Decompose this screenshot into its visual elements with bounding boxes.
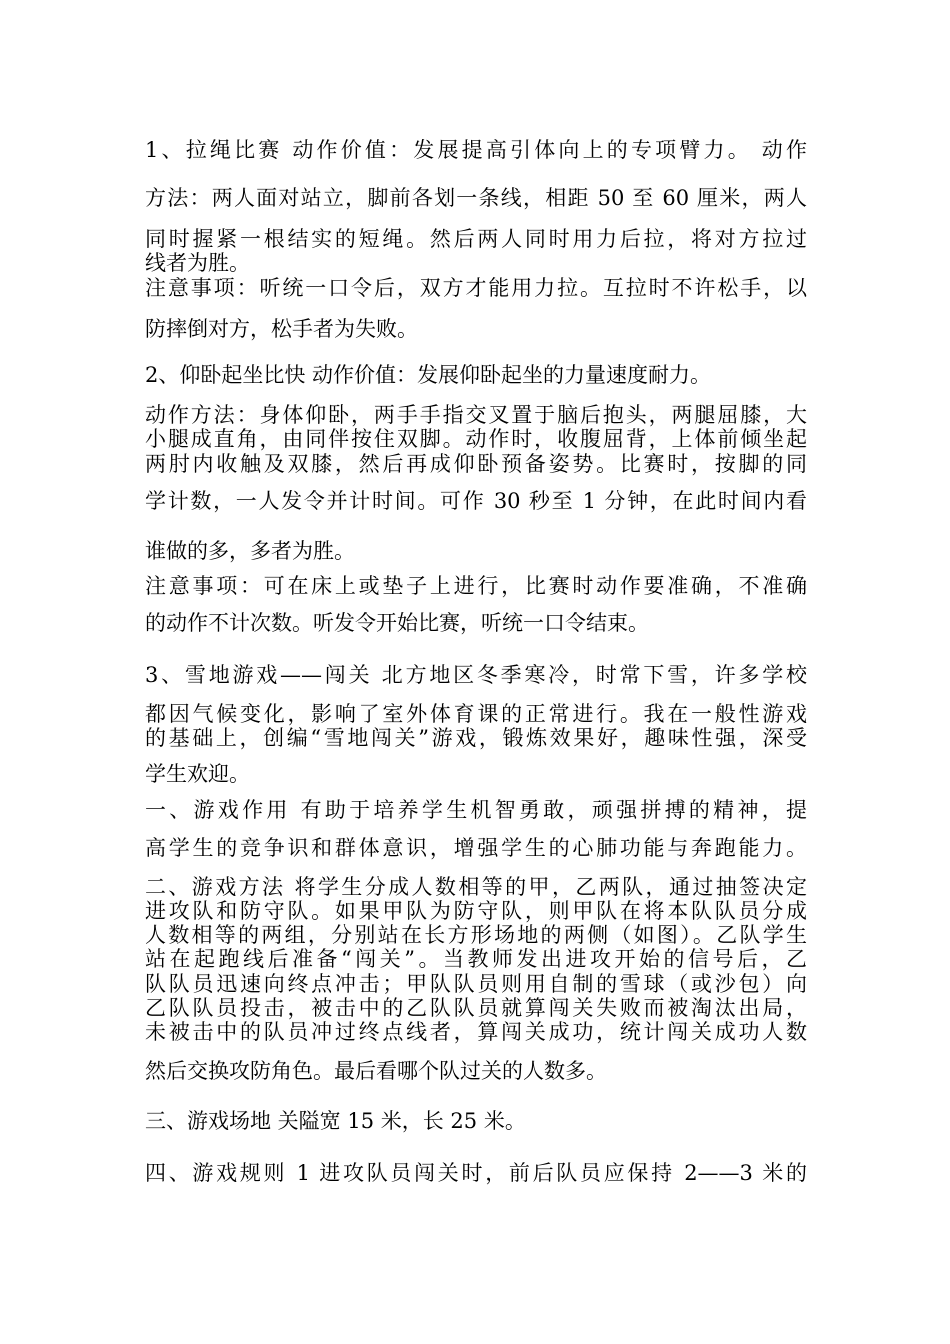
text-line: 两肘内收触及双膝，然后再成仰卧预备姿势。比赛时，按脚的同 — [145, 452, 807, 476]
text-line: 线者为胜。 — [145, 251, 250, 275]
text-line: 一、游戏作用 有助于培养学生机智勇敢，顽强拼搏的精神，提 — [145, 798, 807, 822]
text-line: 高学生的竞争识和群体意识，增强学生的心肺功能与奔跑能力。 — [145, 836, 807, 860]
text-line: 二、游戏方法 将学生分成人数相等的甲，乙两队，通过抽签决定 — [145, 875, 807, 899]
text-line: 都因气候变化，影响了室外体育课的正常进行。我在一般性游戏 — [145, 702, 807, 726]
text-line: 然后交换攻防角色。最后看哪个队过关的人数多。 — [145, 1059, 607, 1083]
text-line: 方法：两人面对站立，脚前各划一条线，相距 50 至 60 厘米，两人 — [145, 186, 807, 210]
text-line: 乙队队员投击，被击中的乙队队员就算闯关失败而被淘汰出局， — [145, 996, 807, 1020]
text-line: 3、雪地游戏——闯关 北方地区冬季寒冷，时常下雪，许多学校 — [145, 663, 807, 687]
text-line: 四、游戏规则 1 进攻队员闯关时，前后队员应保持 2——3 米的 — [145, 1161, 807, 1185]
text-line: 注意事项：可在床上或垫子上进行，比赛时动作要准确，不准确 — [145, 574, 807, 598]
text-line: 注意事项：听统一口令后，双方才能用力拉。互拉时不许松手，以 — [145, 276, 807, 300]
text-line: 人数相等的两组，分别站在长方形场地的两侧（如图）。乙队学生 — [145, 923, 807, 947]
text-line: 未被击中的队员冲过终点线者，算闯关成功，统计闯关成功人数 — [145, 1020, 807, 1044]
text-line: 动作方法：身体仰卧，两手手指交叉置于脑后抱头，两腿屈膝，大 — [145, 403, 807, 427]
text-line: 学计数，一人发令并计时间。可作 30 秒至 1 分钟，在此时间内看 — [145, 489, 807, 513]
text-line: 进攻队和防守队。如果甲队为防守队，则甲队在将本队队员分成 — [145, 899, 807, 923]
text-line: 谁做的多，多者为胜。 — [145, 539, 355, 563]
text-line: 的动作不计次数。听发令开始比赛，听统一口令结束。 — [145, 611, 649, 635]
text-line: 防摔倒对方，松手者为失败。 — [145, 317, 418, 341]
text-line: 三、游戏场地 关隘宽 15 米，长 25 米。 — [145, 1109, 526, 1133]
text-line: 1、拉绳比赛 动作价值：发展提高引体向上的专项臂力。 动作 — [145, 138, 807, 162]
text-line: 2、仰卧起坐比快 动作价值：发展仰卧起坐的力量速度耐力。 — [145, 363, 712, 387]
text-line: 的基础上，创编“雪地闯关”游戏，锻炼效果好，趣味性强，深受 — [145, 726, 807, 750]
text-line: 学生欢迎。 — [145, 762, 250, 786]
text-line: 同时握紧一根结实的短绳。然后两人同时用力后拉，将对方拉过 — [145, 227, 807, 251]
text-line: 站在起跑线后准备“闯关”。当教师发出进攻开始的信号后，乙 — [145, 947, 807, 971]
text-line: 小腿成直角，由同伴按住双脚。动作时，收腹屈背，上体前倾坐起 — [145, 427, 807, 451]
text-line: 队队员迅速向终点冲击；甲队队员则用自制的雪球（或沙包）向 — [145, 972, 807, 996]
